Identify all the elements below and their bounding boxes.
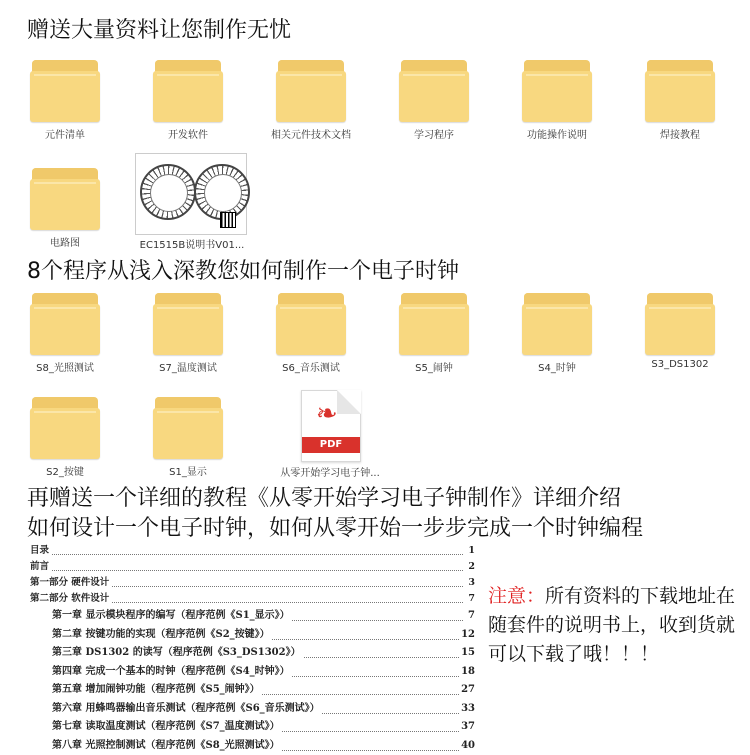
folder-icon: [399, 60, 469, 122]
manual-image-file[interactable]: [135, 153, 247, 235]
toc-page: 2: [466, 559, 475, 575]
folder-item[interactable]: [625, 293, 735, 385]
toc-page: 7: [466, 591, 475, 607]
toc-title: 第一部分 硬件设计: [30, 575, 111, 591]
folder-icon: [30, 293, 100, 355]
table-of-contents: [30, 543, 475, 755]
folder-label: S6_音乐测试: [256, 359, 366, 374]
pdf-file-label: 从零开始学习电子钟...: [255, 464, 405, 479]
toc-title: 第二章 按键功能的实现（程序范例《S2_按键》）: [52, 626, 272, 645]
folder-item[interactable]: [133, 293, 243, 385]
toc-chapter-row: [30, 607, 475, 626]
folder-item[interactable]: [625, 60, 735, 152]
tutorial-description-line1: 再赠送一个详细的教程《从零开始学习电子钟制作》详细介绍: [27, 484, 621, 514]
folder-label: 焊接教程: [625, 126, 735, 141]
toc-title: 第七章 读取温度测试（程序范例《S7_温度测试》）: [52, 718, 282, 737]
folder-label: 相关元件技术文档: [256, 126, 366, 141]
folder-label: 元件清单: [10, 126, 120, 141]
toc-title: 第一章 显示模块程序的编写（程序范例《S1_显示》）: [52, 607, 292, 626]
folder-item[interactable]: [133, 397, 243, 489]
folder-icon: [30, 168, 100, 230]
toc-chapter-row: [30, 681, 475, 700]
pdf-badge: PDF: [302, 437, 360, 453]
folder-icon: [276, 60, 346, 122]
download-note: [488, 582, 738, 669]
toc-page: 15: [459, 644, 475, 663]
manual-image-label: EC1515B说明书V01...: [122, 236, 262, 251]
folder-item[interactable]: [256, 293, 366, 385]
clock-dial-icon: [140, 164, 196, 220]
toc-page: 27: [459, 681, 475, 700]
folder-label: S8_光照测试: [10, 359, 120, 374]
note-text: 所有资料的下载地址在随套件的说明书上，收到货就可以下载了哦！！！: [488, 585, 735, 665]
heading-gift-materials: 赠送大量资料让您制作无忧: [27, 18, 291, 44]
folder-item[interactable]: [502, 293, 612, 385]
folder-item[interactable]: [379, 60, 489, 152]
folder-label: S5_闹钟: [379, 359, 489, 374]
tutorial-description-line2: 如何设计一个电子时钟，如何从零开始一步步完成一个时钟编程: [27, 514, 643, 544]
folder-icon: [399, 293, 469, 355]
folder-label: S7_温度测试: [133, 359, 243, 374]
toc-page: 33: [459, 700, 475, 719]
toc-section-row: [30, 591, 475, 607]
folder-label: S3_DS1302: [625, 359, 735, 370]
toc-title: 第三章 DS1302 的读写（程序范例《S3_DS1302》）: [52, 644, 303, 663]
toc-page: 40: [459, 737, 475, 755]
folder-label: 电路图: [10, 234, 120, 249]
folder-item[interactable]: [10, 293, 120, 385]
folder-icon: [645, 60, 715, 122]
folder-item[interactable]: [10, 397, 120, 489]
folder-item[interactable]: [133, 60, 243, 152]
folder-icon: [645, 293, 715, 355]
folder-item[interactable]: [10, 168, 120, 260]
toc-page: 12: [459, 626, 475, 645]
folder-icon: [30, 397, 100, 459]
toc-chapter-row: [30, 700, 475, 719]
folder-label: 开发软件: [133, 126, 243, 141]
toc-page: 37: [459, 718, 475, 737]
acrobat-icon: ❧: [316, 399, 338, 429]
toc-title: 第五章 增加闹钟功能（程序范例《S5_闹钟》）: [52, 681, 262, 700]
toc-title: 目录: [30, 543, 51, 559]
tutorial-pdf-file[interactable]: [275, 390, 385, 482]
folder-icon: [153, 397, 223, 459]
toc-title: 第二部分 软件设计: [30, 591, 111, 607]
folder-icon: [153, 60, 223, 122]
folder-item[interactable]: [379, 293, 489, 385]
heading-eight-programs: 8个程序从浅入深教您如何制作一个电子时钟: [27, 259, 459, 285]
toc-chapter-row: [30, 718, 475, 737]
toc-title: 第六章 用蜂鸣器输出音乐测试（程序范例《S6_音乐测试》）: [52, 700, 322, 719]
toc-chapter-row: [30, 737, 475, 755]
folder-icon: [522, 293, 592, 355]
toc-page: 18: [459, 663, 475, 682]
folder-icon: [276, 293, 346, 355]
folder-item[interactable]: [10, 60, 120, 152]
toc-title: 第四章 完成一个基本的时钟（程序范例《S4_时钟》）: [52, 663, 292, 682]
folder-label: S2_按键: [10, 463, 120, 478]
toc-page: 3: [466, 575, 475, 591]
toc-page: 1: [466, 543, 475, 559]
folder-icon: [30, 60, 100, 122]
toc-chapter-row: [30, 644, 475, 663]
note-prefix: 注意：: [488, 585, 545, 607]
folder-item[interactable]: [256, 60, 366, 152]
toc-section-row: [30, 543, 475, 559]
folder-label: 功能操作说明: [502, 126, 612, 141]
toc-page: 7: [466, 607, 475, 626]
folder-item[interactable]: [502, 60, 612, 152]
folder-label: 学习程序: [379, 126, 489, 141]
toc-section-row: [30, 559, 475, 575]
toc-chapter-row: [30, 626, 475, 645]
folder-label: S4_时钟: [502, 359, 612, 374]
toc-title: 第八章 光照控制测试（程序范例《S8_光照测试》）: [52, 737, 282, 755]
toc-chapter-row: [30, 663, 475, 682]
qr-code-icon: [220, 212, 236, 228]
folder-icon: [522, 60, 592, 122]
folder-icon: [153, 293, 223, 355]
folder-label: S1_显示: [133, 463, 243, 478]
toc-title: 前言: [30, 559, 51, 575]
toc-section-row: [30, 575, 475, 591]
